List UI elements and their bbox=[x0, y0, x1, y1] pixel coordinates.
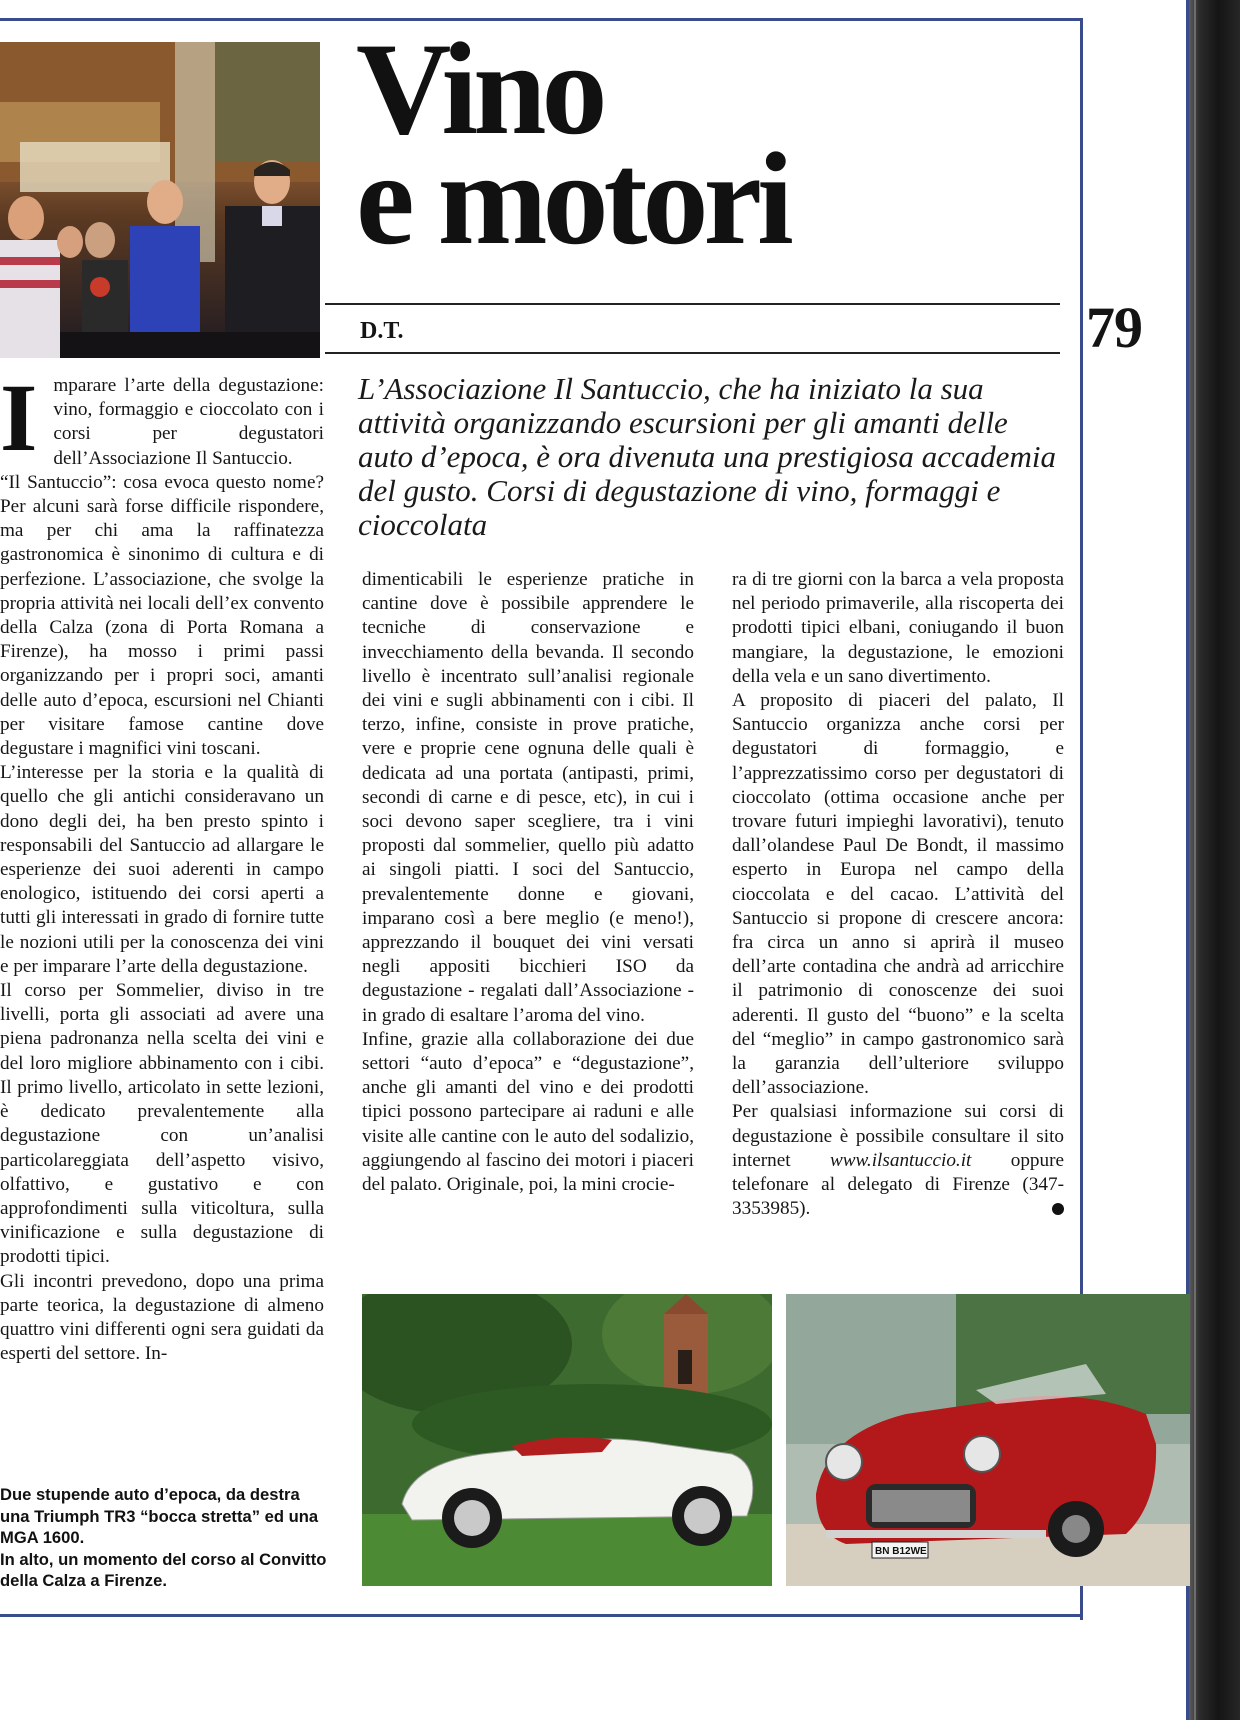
article-deck: L’Associazione Il Santuccio, che ha iniziato la sua attività organizzando escursioni per gli amanti delle auto d’epoca, è ora divenuta una prestigiosa accademia del gusto. Corsi di degustazione di vino, formaggi e cioccolata bbox=[358, 371, 1056, 542]
title-line-2: e motori bbox=[356, 125, 789, 272]
contact-phone-text: oppure telefonare al delegato di Firenze (347- 3353985). bbox=[732, 1149, 1065, 1220]
photo-caption bbox=[0, 1484, 330, 1592]
article-column-1 bbox=[0, 364, 324, 1366]
paragraph-contact bbox=[732, 1100, 1064, 1221]
photo-mga-1600 bbox=[362, 1294, 772, 1586]
article-column-2 bbox=[362, 568, 694, 1197]
title-rule-bottom bbox=[325, 352, 1060, 354]
photo-triumph-tr3 bbox=[786, 1294, 1190, 1586]
title-rule-top bbox=[325, 303, 1060, 305]
paragraph-intro bbox=[0, 364, 324, 471]
photo-tasting-course bbox=[0, 42, 320, 358]
caption-line-2: In alto, un momento del corso al Convitto della Calza a Firenze. bbox=[0, 1549, 327, 1590]
paragraph: Gli incontri prevedono, dopo una prima parte teorica, la degustazione di almeno quattro vini differenti ogni sera guidati da esperti del settore. In- bbox=[0, 1270, 324, 1365]
caption-line-1: Due stupende auto d’epoca, da destra una Triumph TR3 “bocca stretta” ed una MGA 1600. bbox=[0, 1485, 319, 1547]
page-number: 79 bbox=[1086, 295, 1142, 360]
paragraph: A proposito di piaceri del palato, Il Santuccio organizza anche corsi per degustatori di formaggio, e l’apprezzatissimo corso per degustatori di cioccolato (ottima occasione anche per trovare futuri impieghi lavorativi), tenuto dall’olandese Paul De Bondt, il massimo esperto in Europa nel campo della cioccolata e del cacao. L’attività del Santuccio si propone di crescere ancora: fra circa un anno si aprirà il museo dell’arte contadina che andrà ad arricchire il patrimonio di conoscenze dei suoi aderenti. Il gusto del “buono” e la scelta del “meglio” in campo gastronomico sarà la garanzia dell’ulteriore sviluppo dell’associazione. bbox=[732, 690, 1064, 1099]
gutter-line bbox=[1194, 0, 1196, 1720]
paragraph: Infine, grazie alla collaborazione dei due settori “auto d’epoca” e “degustazione”, anche gli amanti del vino e dei prodotti tipici possono partecipare ai raduni e alle visite alle cantine con le auto del sodalizio, aggiungendo al fascino dei motori i piaceri del palato. Originale, poi, la mini crocie- bbox=[362, 1028, 694, 1196]
paragraph: dimenticabili le esperienze pratiche in cantine dove è possibile apprendere le tecniche di conservazione e invecchiamento della bevanda. Il secondo livello è incentrato sull’analisi regionale dei vini e sugli abbinamenti con i cibi. Il terzo, infine, consiste in prove pratiche, vere e proprie cene ognuna delle quali è dedicata ad una portata (antipasti, primi, secondi di carne e di pesce, etc), in cui i soci devono saper scegliere, tra i vini proposti dal sommelier, quello più adatto ai singoli piatti. I soci del Santuccio, prevalentemente donne e giovani, imparano così a bere meglio (e meno!), apprezzando il bouquet dei vini versati negli appositi bicchieri ISO da degustazione - regalati dall’Associazione - in grado di esaltare l’aroma del vino. bbox=[362, 569, 694, 1026]
author-byline: D.T. bbox=[360, 318, 404, 344]
article-column-3 bbox=[732, 568, 1064, 1221]
page-frame-bottom bbox=[0, 1614, 1083, 1617]
article-title bbox=[356, 15, 789, 272]
paragraph-text: mparare l’arte della degustazione: vino, formaggio e cioccolato con i corsi per degustatori dell’Associazione Il Santuccio. bbox=[53, 375, 324, 469]
paragraph: Il corso per Sommelier, diviso in tre livelli, porta gli associati ad avere una piena padronanza nella scelta dei vini e del loro migliore abbinamento con i cibi. Il primo livello, articolato in sette lezioni, è dedicato prevalentemente alla degustazione con un’analisi particolareggiata dell’aspetto visivo, olfattivo, e gustativo e con approfondimenti sulla viticoltura, sulla vinificazione e sulla degustazione di prodotti tipici. bbox=[0, 980, 324, 1268]
paragraph: ra di tre giorni con la barca a vela proposta nel periodo primaverile, alla riscoperta dei prodotti tipici elbani, coniugando il buon mangiare, la degustazione, le emozioni della vela e un sano divertimento. bbox=[732, 569, 1064, 687]
tr3-license-plate: BN B12WE bbox=[875, 1546, 927, 1557]
website-link[interactable]: www.ilsantuccio.it bbox=[829, 1149, 972, 1171]
paragraph: L’interesse per la storia e la qualità di quello che gli antichi consideravano un dono degli dei, ha ben presto spinto i responsabili del Santuccio ad allargare le esperienze dei suoi aderenti in campo enologico, istituendo dei corsi aperti a tutti gli interessati in grado di fornire tutte le nozioni utili per la conoscenza dei vini e per imparare l’arte della degustazione. bbox=[0, 762, 324, 977]
paragraph: “Il Santuccio”: cosa evoca questo nome? Per alcuni sarà forse difficile rispondere, ma per chi ama la raffinatezza gastronomica è sinonimo di cultura e di perfezione. L’associazione, che svolge la propria attività nei locali dell’ex convento della Calza (zona di Porta Romana a Firenze), ha mosso i primi passi organizzando per i propri soci, amanti delle auto d’epoca, escursioni nel Chianti per visitare famose cantine dove degustare i magnifici vini toscani. bbox=[0, 471, 324, 760]
title-line-1: Vino bbox=[356, 15, 603, 162]
photo-tasting-illustration bbox=[0, 42, 320, 358]
contact-text: Per qualsiasi informazione sui corsi di degustazione è possibile consultare il sito internet bbox=[732, 1101, 1064, 1171]
drop-cap: I bbox=[0, 364, 38, 471]
mga-illustration bbox=[362, 1294, 772, 1586]
end-of-article-bullet-icon bbox=[1052, 1203, 1064, 1215]
tr3-illustration bbox=[786, 1294, 1190, 1586]
